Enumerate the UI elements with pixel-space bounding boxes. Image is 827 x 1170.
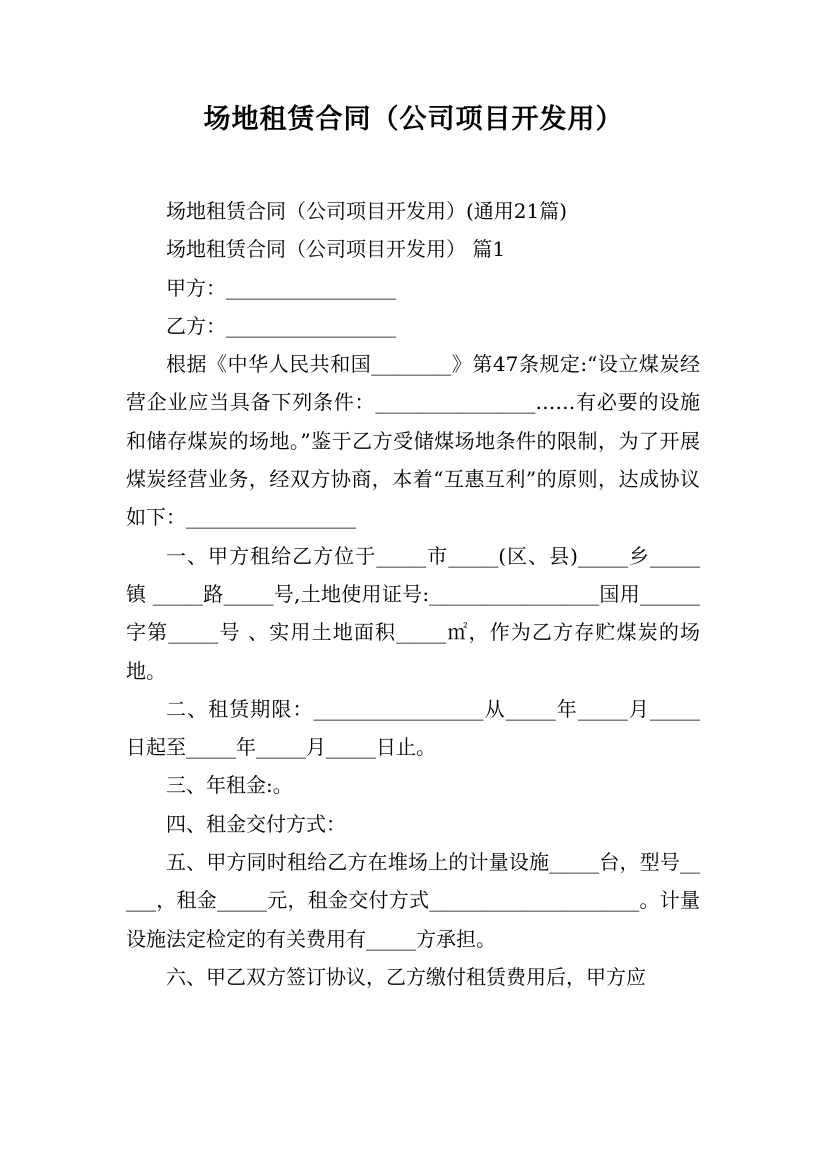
- document-body: [126, 192, 700, 996]
- paragraph-clause-6: 六、甲乙双方签订协议，乙方缴付租赁费用后，甲方应: [166, 964, 646, 989]
- paragraph-clause-4: 四、租金交付方式：: [166, 811, 346, 836]
- document-title: 场地租赁合同（公司项目开发用）: [203, 104, 624, 135]
- paragraph-party-b: 乙方：_________________: [166, 313, 396, 338]
- paragraph-party-a: 甲方：_________________: [166, 275, 396, 300]
- paragraph-preamble: 根据《中华人民共和国________》第47条规定:“设立煤炭经营企业应当具备下列条件：________________……有必要的设施和储存煤炭的场地。”鉴于乙方受储煤场地条件的限制，为了开展煤炭经营业务，经双方协商，本着“互惠互利”的原则，达成协议如下：_________________: [126, 352, 700, 530]
- paragraph-clause-5: 五、甲方同时租给乙方在堆场上的计量设施_____台，型号_____，租金_____元，租金交付方式_____________________。计量设施法定检定的有关费用有_____方承担。: [126, 850, 700, 951]
- paragraph-clause-2: 二、租赁期限：_________________从_____年_____月_____日起至_____年_____月_____日止。: [126, 696, 700, 760]
- paragraph-clause-3: 三、年租金:。: [166, 773, 293, 798]
- paragraph-part-heading: 场地租赁合同（公司项目开发用） 篇1: [166, 237, 506, 262]
- paragraph-subtitle: 场地租赁合同（公司项目开发用）(通用21篇): [166, 199, 568, 223]
- paragraph-clause-1: 一、甲方租给乙方位于_____市_____(区、县)_____乡_____镇 _____路_____号,土地使用证号:_________________国用______字第_____号 、实用土地面积_____㎡，作为乙方存贮煤炭的场地。: [126, 543, 700, 683]
